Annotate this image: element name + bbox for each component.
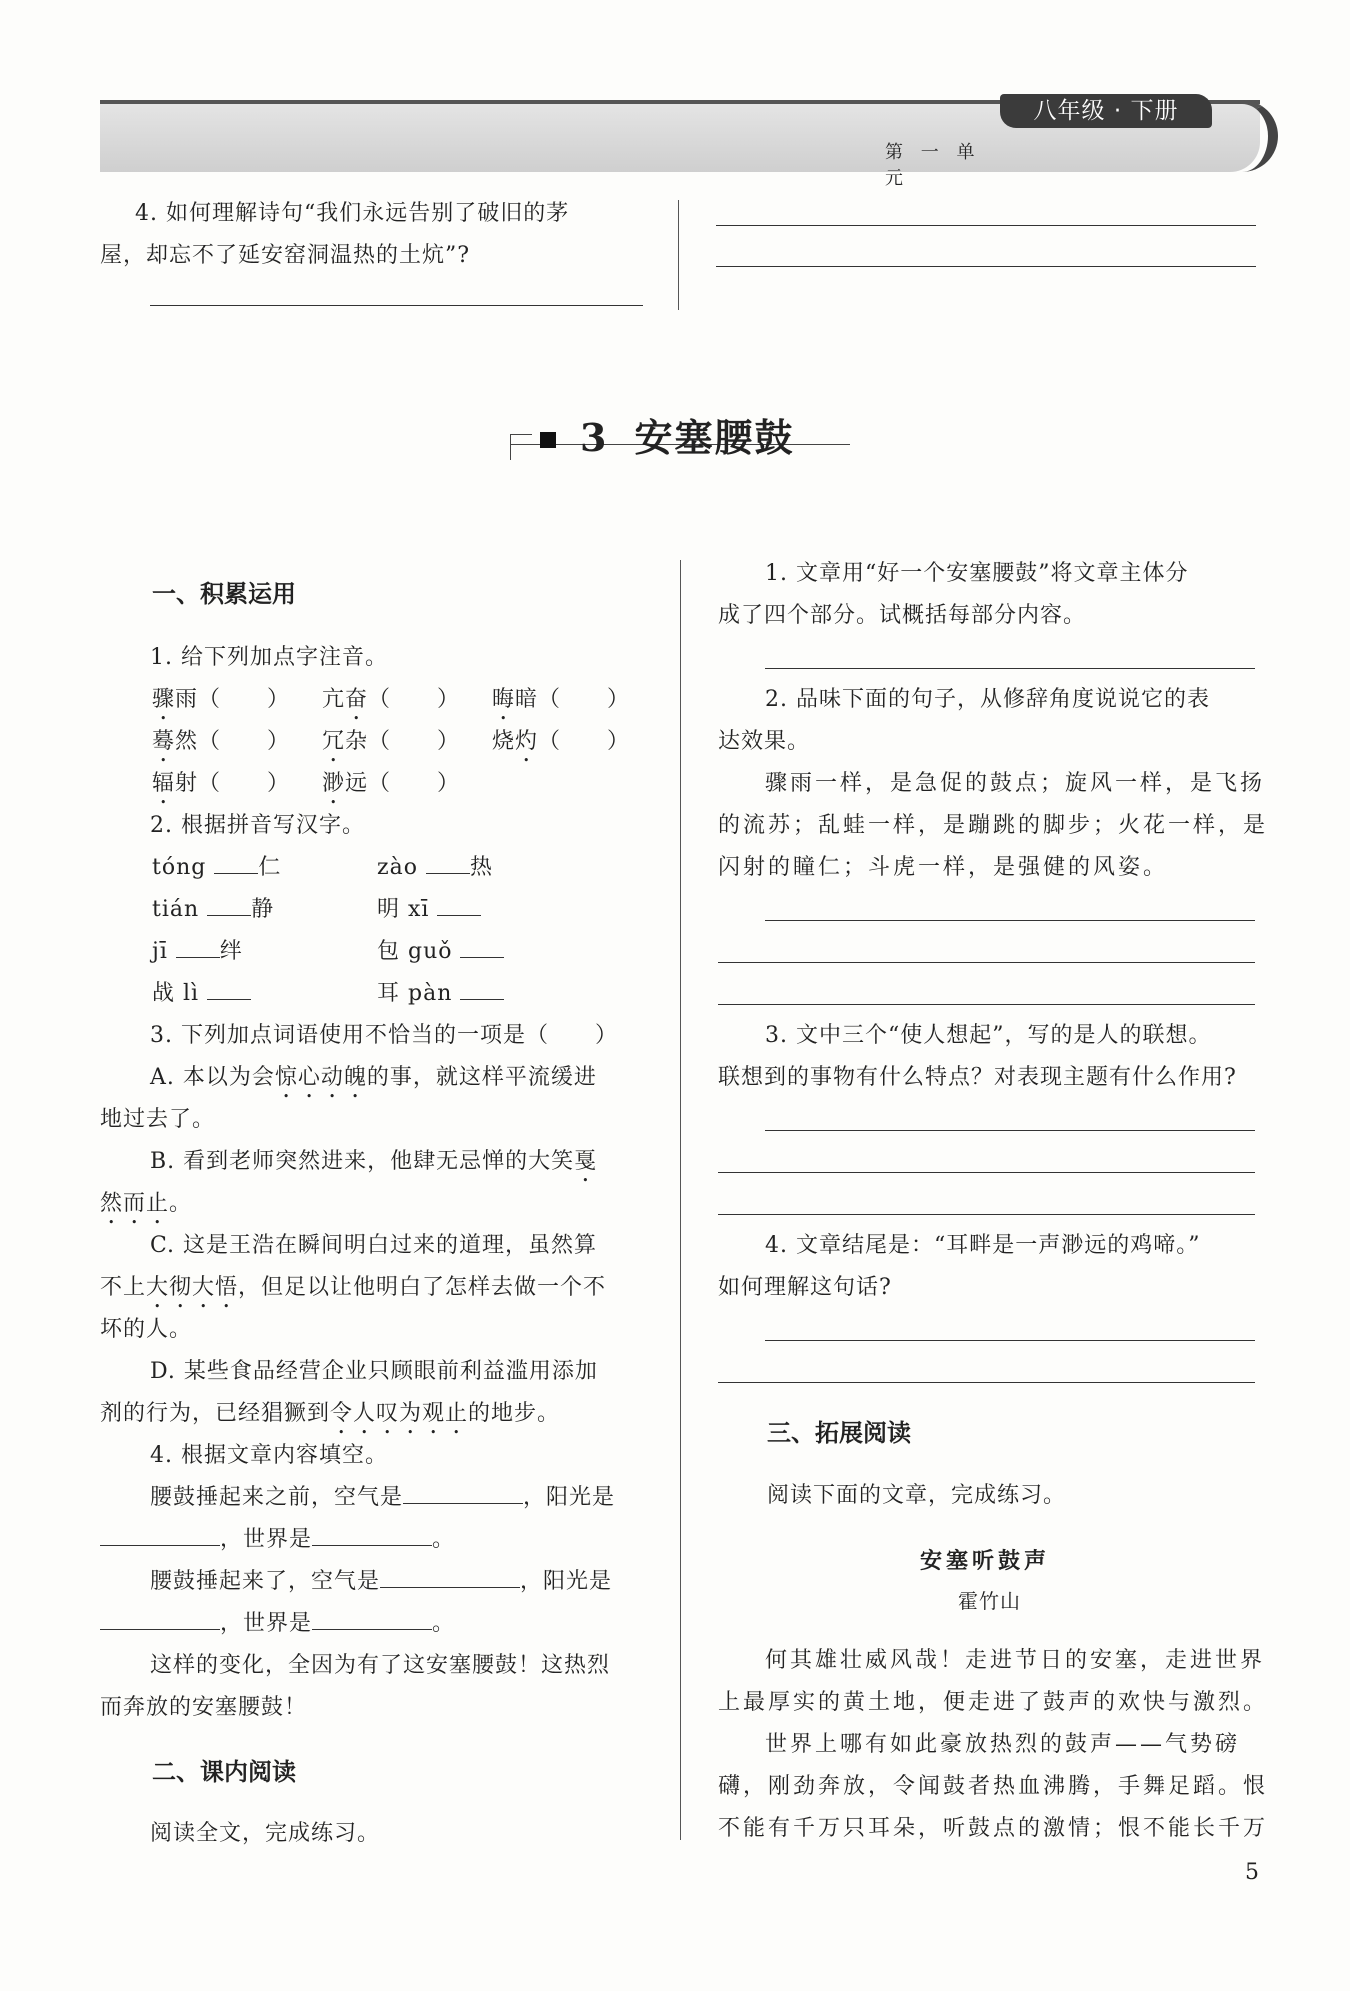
right-q4-line1: 4. 文章结尾是：“耳畔是一声渺远的鸡啼。” [765, 1233, 1201, 1258]
option-c-line3: 坏的人。 [100, 1317, 193, 1342]
answer-line [718, 1214, 1255, 1215]
pinyin-item: 亢奋（ ） [322, 687, 461, 712]
pinyin-item: 晦暗（ ） [492, 687, 631, 712]
section-heading-3: 三、拓展阅读 [767, 1419, 911, 1447]
pinyin-item: 蓦然（ ） [152, 729, 291, 754]
answer-line [716, 225, 1256, 226]
article-p1-line1: 何其雄壮威风哉！走进节日的安塞，走进世界 [765, 1648, 1266, 1673]
answer-line [765, 668, 1255, 669]
answer-line [718, 1382, 1255, 1383]
option-c-line2: 不上大彻大悟，但足以让他明白了怎样去做一个不 [100, 1275, 607, 1300]
answer-line [716, 266, 1256, 267]
article-p2-line3: 不能有千万只耳朵，听鼓点的激情；恨不能长千万 [718, 1816, 1269, 1841]
right-q3-line2: 联想到的事物有什么特点？对表现主题有什么作用? [718, 1065, 1237, 1090]
option-b-line1: B. 看到老师突然进来，他肆无忌惮的大笑戛 [150, 1149, 598, 1174]
title-square-icon [540, 432, 556, 448]
question-3: 3. 下列加点词语使用不恰当的一项是（ ） [150, 1023, 618, 1048]
fill-line-2: ，世界是 。 [100, 1519, 455, 1561]
answer-line [765, 1130, 1255, 1131]
write-item: tián 静 [152, 889, 274, 931]
page-number: 5 [1245, 1860, 1259, 1885]
pinyin-item: 骤雨（ ） [152, 687, 291, 712]
quote-line2: 的流苏；乱蛙一样，是蹦跳的脚步；火花一样，是 [718, 813, 1269, 838]
right-q2-line1: 2. 品味下面的句子，从修辞角度说说它的表 [765, 687, 1210, 712]
answer-line [718, 1004, 1255, 1005]
conclusion-line1: 这样的变化，全因为有了这安塞腰鼓！这热烈 [150, 1653, 611, 1678]
question-2: 2. 根据拼音写汉字。 [150, 813, 365, 838]
conclusion-line2: 而奔放的安塞腰鼓！ [100, 1695, 308, 1720]
right-q4-line2: 如何理解这句话? [718, 1275, 892, 1300]
column-divider-top [678, 200, 679, 310]
option-a-line2: 地过去了。 [100, 1107, 216, 1132]
question-1: 1. 给下列加点字注音。 [150, 645, 388, 670]
option-d-line2: 剂的行为，已经猖獗到令人叹为观止的地步。 [100, 1401, 561, 1426]
write-item: tóng 仁 [152, 847, 281, 889]
write-item: zào 热 [377, 847, 493, 889]
option-b-line2: 然而止。 [100, 1191, 193, 1216]
question-4: 4. 根据文章内容填空。 [150, 1443, 388, 1468]
article-title: 安塞听鼓声 [920, 1548, 1051, 1574]
option-a-line1: A. 本以为会惊心动魄的事，就这样平流缓进 [150, 1065, 597, 1090]
column-divider [680, 560, 681, 1840]
right-q1-line1: 1. 文章用“好一个安塞腰鼓”将文章主体分 [765, 561, 1189, 586]
option-d-line1: D. 某些食品经营企业只顾眼前利益滥用添加 [150, 1359, 598, 1384]
article-p2-line1: 世界上哪有如此豪放热烈的鼓声——气势磅 [765, 1732, 1241, 1757]
article-p1-line2: 上最厚实的黄土地，便走进了鼓声的欢快与激烈。 [718, 1690, 1269, 1715]
article-p2-line2: 礴，刚劲奔放，令闻鼓者热血沸腾，手舞足蹈。恨 [718, 1774, 1269, 1799]
write-item: 战 lì [152, 973, 251, 1015]
write-item: 耳 pàn [377, 973, 504, 1015]
write-item: 明 xī [377, 889, 481, 931]
answer-line [150, 305, 643, 306]
lesson-number: 3 [580, 415, 609, 460]
section-heading-1: 一、积累运用 [152, 580, 296, 608]
quote-line1: 骤雨一样，是急促的鼓点；旋风一样，是飞扬 [765, 771, 1266, 796]
write-item: 包 guǒ [377, 931, 504, 973]
lesson-title [510, 410, 850, 466]
pinyin-item: 渺远（ ） [322, 771, 461, 796]
article-author: 霍竹山 [958, 1589, 1021, 1613]
pinyin-item: 烧灼（ ） [492, 729, 631, 754]
fill-line-1: 腰鼓捶起来之前，空气是 ，阳光是 [150, 1477, 615, 1519]
answer-line [718, 1172, 1255, 1173]
quote-line3: 闪射的瞳仁；斗虎一样，是强健的风姿。 [718, 855, 1169, 880]
pinyin-item: 辐射（ ） [152, 771, 291, 796]
write-item: jī 绊 [152, 931, 243, 973]
answer-line [718, 962, 1255, 963]
section-3-instruction: 阅读下面的文章，完成练习。 [767, 1483, 1067, 1508]
prev-q4-line1: 4. 如何理解诗句“我们永远告别了破旧的茅 [135, 201, 570, 226]
right-q3-line1: 3. 文中三个“使人想起”，写的是人的联想。 [765, 1023, 1212, 1048]
fill-line-3: 腰鼓捶起来了，空气是 ，阳光是 [150, 1561, 612, 1603]
right-q2-line2: 达效果。 [718, 729, 811, 754]
answer-line [765, 920, 1255, 921]
unit-label: 第 一 单 元 [885, 142, 981, 189]
fill-line-4: ，世界是 。 [100, 1603, 455, 1645]
lesson-title-text: 安塞腰鼓 [634, 416, 795, 460]
prev-q4-line2: 屋，却忘不了延安窑洞温热的土炕”? [100, 243, 471, 268]
section-heading-2: 二、课内阅读 [152, 1758, 296, 1786]
right-q1-line2: 成了四个部分。试概括每部分内容。 [718, 603, 1087, 628]
grade-tab: 八年级 · 下册 [1000, 94, 1212, 128]
pinyin-item: 冗杂（ ） [322, 729, 461, 754]
section-2-instruction: 阅读全文，完成练习。 [150, 1821, 381, 1846]
option-c-line1: C. 这是王浩在瞬间明白过来的道理，虽然算 [150, 1233, 598, 1258]
answer-line [765, 1340, 1255, 1341]
